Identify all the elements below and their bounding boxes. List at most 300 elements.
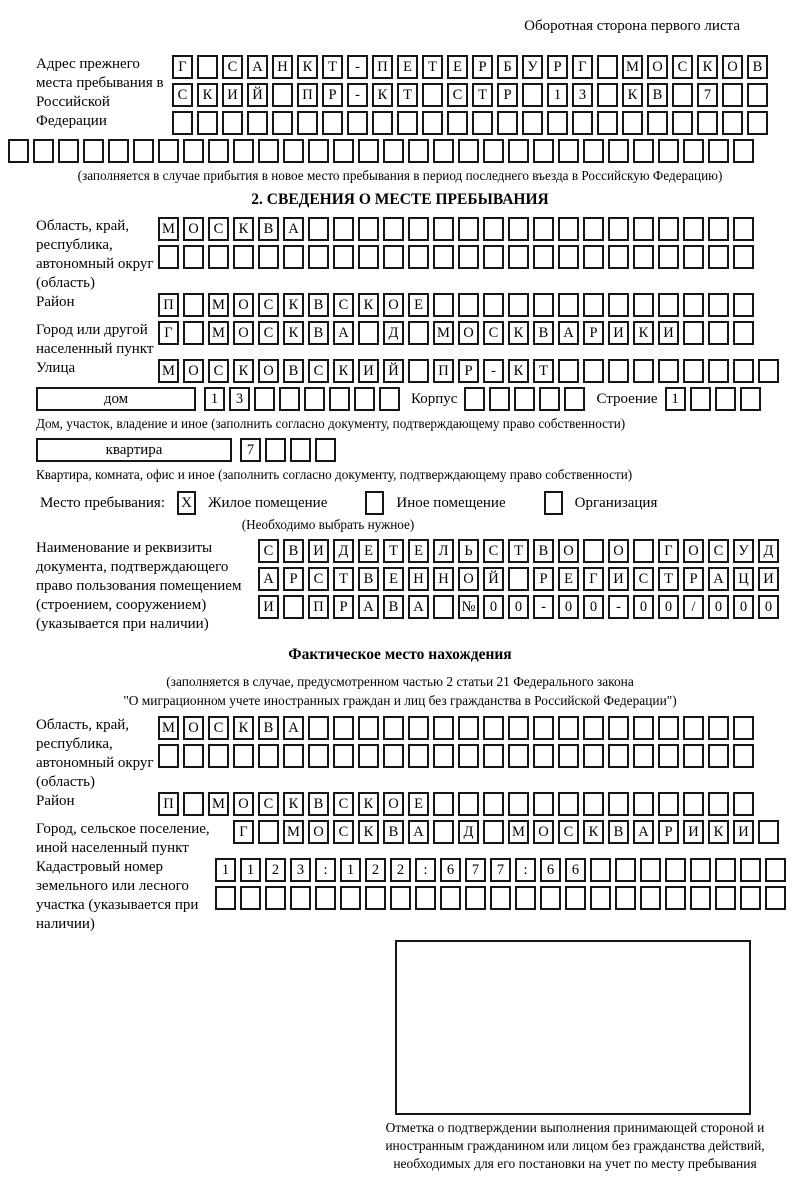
- char-cell[interactable]: [722, 83, 743, 107]
- char-cell[interactable]: [758, 820, 779, 844]
- char-cell[interactable]: [690, 886, 711, 910]
- char-cell[interactable]: [522, 83, 543, 107]
- char-cell[interactable]: [358, 139, 379, 163]
- char-cell[interactable]: Г: [572, 55, 593, 79]
- char-cell[interactable]: 6: [565, 858, 586, 882]
- char-cell[interactable]: К: [283, 293, 304, 317]
- char-cell[interactable]: [508, 567, 529, 591]
- char-cell[interactable]: 0: [633, 595, 654, 619]
- char-cell[interactable]: [633, 744, 654, 768]
- char-cell[interactable]: [447, 111, 468, 135]
- char-cell[interactable]: -: [347, 55, 368, 79]
- char-cell[interactable]: [533, 792, 554, 816]
- char-cell[interactable]: [590, 858, 611, 882]
- char-cell[interactable]: [683, 716, 704, 740]
- char-cell[interactable]: [758, 359, 779, 383]
- char-cell[interactable]: С: [333, 293, 354, 317]
- char-cell[interactable]: [658, 217, 679, 241]
- char-cell[interactable]: П: [372, 55, 393, 79]
- char-cell[interactable]: А: [247, 55, 268, 79]
- char-cell[interactable]: №: [458, 595, 479, 619]
- char-cell[interactable]: [458, 744, 479, 768]
- char-cell[interactable]: [558, 217, 579, 241]
- char-cell[interactable]: П: [433, 359, 454, 383]
- char-cell[interactable]: [283, 595, 304, 619]
- char-cell[interactable]: [422, 111, 443, 135]
- char-cell[interactable]: М: [208, 321, 229, 345]
- char-cell[interactable]: [747, 111, 768, 135]
- char-cell[interactable]: [240, 886, 261, 910]
- char-cell[interactable]: П: [297, 83, 318, 107]
- char-cell[interactable]: В: [308, 321, 329, 345]
- char-cell[interactable]: 3: [290, 858, 311, 882]
- char-cell[interactable]: О: [233, 321, 254, 345]
- char-cell[interactable]: [508, 293, 529, 317]
- char-cell[interactable]: [708, 245, 729, 269]
- char-cell[interactable]: [640, 858, 661, 882]
- char-cell[interactable]: А: [258, 567, 279, 591]
- char-cell[interactable]: О: [258, 359, 279, 383]
- char-cell[interactable]: [633, 716, 654, 740]
- char-cell[interactable]: [733, 217, 754, 241]
- char-cell[interactable]: [564, 387, 585, 411]
- char-cell[interactable]: К: [697, 55, 718, 79]
- char-cell[interactable]: -: [347, 83, 368, 107]
- char-cell[interactable]: К: [283, 321, 304, 345]
- char-cell[interactable]: С: [558, 820, 579, 844]
- char-cell[interactable]: [258, 139, 279, 163]
- char-cell[interactable]: С: [672, 55, 693, 79]
- char-cell[interactable]: В: [283, 539, 304, 563]
- char-cell[interactable]: [615, 858, 636, 882]
- char-cell[interactable]: [183, 139, 204, 163]
- char-cell[interactable]: [658, 359, 679, 383]
- char-cell[interactable]: [158, 139, 179, 163]
- char-cell[interactable]: [408, 716, 429, 740]
- char-cell[interactable]: [683, 245, 704, 269]
- char-cell[interactable]: [383, 139, 404, 163]
- char-cell[interactable]: [733, 744, 754, 768]
- char-cell[interactable]: [508, 792, 529, 816]
- char-cell[interactable]: [283, 245, 304, 269]
- char-cell[interactable]: [272, 111, 293, 135]
- char-cell[interactable]: [508, 139, 529, 163]
- char-cell[interactable]: [683, 792, 704, 816]
- char-cell[interactable]: [158, 245, 179, 269]
- char-cell[interactable]: [683, 217, 704, 241]
- char-cell[interactable]: Г: [233, 820, 254, 844]
- char-cell[interactable]: О: [558, 539, 579, 563]
- char-cell[interactable]: Г: [583, 567, 604, 591]
- char-cell[interactable]: [533, 217, 554, 241]
- char-cell[interactable]: [308, 217, 329, 241]
- char-cell[interactable]: [633, 245, 654, 269]
- char-cell[interactable]: Р: [547, 55, 568, 79]
- char-cell[interactable]: 2: [365, 858, 386, 882]
- char-cell[interactable]: И: [608, 321, 629, 345]
- char-cell[interactable]: О: [647, 55, 668, 79]
- char-cell[interactable]: Л: [433, 539, 454, 563]
- char-cell[interactable]: Е: [383, 567, 404, 591]
- char-cell[interactable]: В: [258, 716, 279, 740]
- char-cell[interactable]: [483, 245, 504, 269]
- char-cell[interactable]: [633, 792, 654, 816]
- char-cell[interactable]: А: [708, 567, 729, 591]
- char-cell[interactable]: И: [758, 567, 779, 591]
- char-cell[interactable]: [458, 716, 479, 740]
- char-cell[interactable]: Т: [333, 567, 354, 591]
- char-cell[interactable]: М: [208, 792, 229, 816]
- char-cell[interactable]: [515, 886, 536, 910]
- char-cell[interactable]: 2: [265, 858, 286, 882]
- char-cell[interactable]: Ц: [733, 567, 754, 591]
- char-cell[interactable]: [633, 359, 654, 383]
- char-cell[interactable]: [433, 293, 454, 317]
- char-cell[interactable]: [272, 83, 293, 107]
- char-cell[interactable]: [433, 792, 454, 816]
- char-cell[interactable]: Д: [333, 539, 354, 563]
- char-cell[interactable]: [172, 111, 193, 135]
- char-cell[interactable]: С: [258, 539, 279, 563]
- char-cell[interactable]: [658, 792, 679, 816]
- char-cell[interactable]: С: [483, 321, 504, 345]
- char-cell[interactable]: К: [333, 359, 354, 383]
- char-cell[interactable]: И: [308, 539, 329, 563]
- char-cell[interactable]: Т: [533, 359, 554, 383]
- char-cell[interactable]: В: [533, 321, 554, 345]
- char-cell[interactable]: [608, 139, 629, 163]
- char-cell[interactable]: [483, 792, 504, 816]
- char-cell[interactable]: [733, 359, 754, 383]
- char-cell[interactable]: [590, 886, 611, 910]
- char-cell[interactable]: [333, 744, 354, 768]
- char-cell[interactable]: [740, 387, 761, 411]
- char-cell[interactable]: Р: [333, 595, 354, 619]
- char-cell[interactable]: С: [208, 217, 229, 241]
- char-cell[interactable]: [433, 139, 454, 163]
- char-cell[interactable]: Т: [397, 83, 418, 107]
- char-cell[interactable]: [354, 387, 375, 411]
- char-cell[interactable]: [315, 886, 336, 910]
- char-cell[interactable]: [254, 387, 275, 411]
- char-cell[interactable]: [665, 886, 686, 910]
- char-cell[interactable]: Т: [322, 55, 343, 79]
- char-cell[interactable]: [408, 744, 429, 768]
- char-cell[interactable]: [433, 744, 454, 768]
- char-cell[interactable]: 0: [558, 595, 579, 619]
- char-cell[interactable]: [658, 139, 679, 163]
- char-cell[interactable]: 0: [733, 595, 754, 619]
- char-cell[interactable]: [640, 886, 661, 910]
- char-cell[interactable]: [233, 744, 254, 768]
- char-cell[interactable]: Р: [683, 567, 704, 591]
- char-cell[interactable]: [733, 139, 754, 163]
- char-cell[interactable]: [233, 139, 254, 163]
- char-cell[interactable]: В: [383, 820, 404, 844]
- char-cell[interactable]: [708, 139, 729, 163]
- char-cell[interactable]: 7: [465, 858, 486, 882]
- char-cell[interactable]: Т: [508, 539, 529, 563]
- char-cell[interactable]: К: [708, 820, 729, 844]
- char-cell[interactable]: [608, 792, 629, 816]
- char-cell[interactable]: [583, 139, 604, 163]
- char-cell[interactable]: М: [158, 217, 179, 241]
- char-cell[interactable]: [158, 744, 179, 768]
- char-cell[interactable]: Б: [497, 55, 518, 79]
- char-cell[interactable]: [329, 387, 350, 411]
- char-cell[interactable]: 1: [665, 387, 686, 411]
- other-premises-checkbox[interactable]: [365, 491, 384, 515]
- char-cell[interactable]: [233, 245, 254, 269]
- char-cell[interactable]: [733, 792, 754, 816]
- char-cell[interactable]: [533, 245, 554, 269]
- char-cell[interactable]: [765, 886, 786, 910]
- char-cell[interactable]: М: [158, 359, 179, 383]
- char-cell[interactable]: [565, 886, 586, 910]
- char-cell[interactable]: Т: [472, 83, 493, 107]
- char-cell[interactable]: [608, 744, 629, 768]
- char-cell[interactable]: [583, 293, 604, 317]
- char-cell[interactable]: [208, 744, 229, 768]
- organization-checkbox[interactable]: [544, 491, 563, 515]
- char-cell[interactable]: Т: [383, 539, 404, 563]
- char-cell[interactable]: В: [308, 792, 329, 816]
- char-cell[interactable]: К: [197, 83, 218, 107]
- char-cell[interactable]: [408, 139, 429, 163]
- char-cell[interactable]: [258, 820, 279, 844]
- char-cell[interactable]: [683, 139, 704, 163]
- char-cell[interactable]: [358, 245, 379, 269]
- char-cell[interactable]: [183, 245, 204, 269]
- char-cell[interactable]: [297, 111, 318, 135]
- char-cell[interactable]: М: [283, 820, 304, 844]
- char-cell[interactable]: [197, 111, 218, 135]
- char-cell[interactable]: [408, 217, 429, 241]
- char-cell[interactable]: И: [683, 820, 704, 844]
- char-cell[interactable]: [333, 716, 354, 740]
- char-cell[interactable]: [508, 716, 529, 740]
- char-cell[interactable]: [465, 886, 486, 910]
- char-cell[interactable]: В: [383, 595, 404, 619]
- char-cell[interactable]: К: [283, 792, 304, 816]
- char-cell[interactable]: О: [183, 359, 204, 383]
- char-cell[interactable]: Е: [397, 55, 418, 79]
- char-cell[interactable]: [539, 387, 560, 411]
- char-cell[interactable]: И: [258, 595, 279, 619]
- char-cell[interactable]: М: [158, 716, 179, 740]
- char-cell[interactable]: О: [183, 217, 204, 241]
- char-cell[interactable]: [358, 744, 379, 768]
- char-cell[interactable]: В: [647, 83, 668, 107]
- char-cell[interactable]: С: [633, 567, 654, 591]
- char-cell[interactable]: А: [408, 820, 429, 844]
- char-cell[interactable]: [615, 886, 636, 910]
- char-cell[interactable]: А: [558, 321, 579, 345]
- char-cell[interactable]: [765, 858, 786, 882]
- char-cell[interactable]: [433, 217, 454, 241]
- char-cell[interactable]: Т: [658, 567, 679, 591]
- apartment-type-box[interactable]: квартира: [36, 438, 232, 462]
- char-cell[interactable]: [533, 293, 554, 317]
- char-cell[interactable]: [747, 83, 768, 107]
- char-cell[interactable]: Н: [272, 55, 293, 79]
- char-cell[interactable]: [722, 111, 743, 135]
- char-cell[interactable]: К: [358, 820, 379, 844]
- char-cell[interactable]: [597, 111, 618, 135]
- char-cell[interactable]: О: [233, 293, 254, 317]
- char-cell[interactable]: [708, 744, 729, 768]
- char-cell[interactable]: [458, 217, 479, 241]
- char-cell[interactable]: [658, 245, 679, 269]
- char-cell[interactable]: И: [358, 359, 379, 383]
- char-cell[interactable]: [708, 792, 729, 816]
- char-cell[interactable]: О: [458, 567, 479, 591]
- char-cell[interactable]: [33, 139, 54, 163]
- char-cell[interactable]: Е: [558, 567, 579, 591]
- char-cell[interactable]: М: [433, 321, 454, 345]
- char-cell[interactable]: [690, 387, 711, 411]
- char-cell[interactable]: [197, 55, 218, 79]
- char-cell[interactable]: [508, 245, 529, 269]
- char-cell[interactable]: К: [508, 359, 529, 383]
- char-cell[interactable]: С: [208, 716, 229, 740]
- char-cell[interactable]: Р: [283, 567, 304, 591]
- char-cell[interactable]: К: [583, 820, 604, 844]
- char-cell[interactable]: М: [622, 55, 643, 79]
- char-cell[interactable]: [583, 792, 604, 816]
- char-cell[interactable]: А: [283, 716, 304, 740]
- char-cell[interactable]: В: [258, 217, 279, 241]
- char-cell[interactable]: 6: [540, 858, 561, 882]
- char-cell[interactable]: [247, 111, 268, 135]
- char-cell[interactable]: [583, 245, 604, 269]
- char-cell[interactable]: [715, 858, 736, 882]
- char-cell[interactable]: [483, 139, 504, 163]
- char-cell[interactable]: К: [508, 321, 529, 345]
- char-cell[interactable]: 0: [758, 595, 779, 619]
- char-cell[interactable]: [133, 139, 154, 163]
- char-cell[interactable]: [458, 293, 479, 317]
- char-cell[interactable]: 1: [340, 858, 361, 882]
- char-cell[interactable]: [708, 716, 729, 740]
- char-cell[interactable]: [304, 387, 325, 411]
- char-cell[interactable]: К: [622, 83, 643, 107]
- char-cell[interactable]: [683, 321, 704, 345]
- char-cell[interactable]: 3: [572, 83, 593, 107]
- char-cell[interactable]: Й: [483, 567, 504, 591]
- char-cell[interactable]: [583, 217, 604, 241]
- char-cell[interactable]: :: [415, 858, 436, 882]
- char-cell[interactable]: -: [608, 595, 629, 619]
- char-cell[interactable]: П: [158, 792, 179, 816]
- char-cell[interactable]: О: [383, 293, 404, 317]
- char-cell[interactable]: 1: [240, 858, 261, 882]
- char-cell[interactable]: Г: [658, 539, 679, 563]
- char-cell[interactable]: [508, 217, 529, 241]
- char-cell[interactable]: С: [333, 820, 354, 844]
- char-cell[interactable]: А: [633, 820, 654, 844]
- char-cell[interactable]: [597, 55, 618, 79]
- char-cell[interactable]: Р: [533, 567, 554, 591]
- char-cell[interactable]: 0: [658, 595, 679, 619]
- char-cell[interactable]: С: [483, 539, 504, 563]
- char-cell[interactable]: Д: [758, 539, 779, 563]
- char-cell[interactable]: [508, 744, 529, 768]
- char-cell[interactable]: К: [297, 55, 318, 79]
- char-cell[interactable]: [458, 792, 479, 816]
- char-cell[interactable]: [183, 293, 204, 317]
- char-cell[interactable]: К: [233, 359, 254, 383]
- char-cell[interactable]: [497, 111, 518, 135]
- char-cell[interactable]: [265, 886, 286, 910]
- char-cell[interactable]: [308, 744, 329, 768]
- char-cell[interactable]: [633, 539, 654, 563]
- char-cell[interactable]: [379, 387, 400, 411]
- char-cell[interactable]: [708, 217, 729, 241]
- char-cell[interactable]: [333, 139, 354, 163]
- char-cell[interactable]: 1: [547, 83, 568, 107]
- char-cell[interactable]: Н: [408, 567, 429, 591]
- char-cell[interactable]: [697, 111, 718, 135]
- char-cell[interactable]: [58, 139, 79, 163]
- char-cell[interactable]: С: [308, 359, 329, 383]
- char-cell[interactable]: [290, 886, 311, 910]
- char-cell[interactable]: [558, 245, 579, 269]
- char-cell[interactable]: [483, 217, 504, 241]
- char-cell[interactable]: [8, 139, 29, 163]
- char-cell[interactable]: [740, 886, 761, 910]
- char-cell[interactable]: [583, 359, 604, 383]
- char-cell[interactable]: О: [183, 716, 204, 740]
- char-cell[interactable]: [733, 321, 754, 345]
- char-cell[interactable]: Ь: [458, 539, 479, 563]
- char-cell[interactable]: 0: [583, 595, 604, 619]
- char-cell[interactable]: [514, 387, 535, 411]
- char-cell[interactable]: [715, 886, 736, 910]
- char-cell[interactable]: [433, 245, 454, 269]
- char-cell[interactable]: Т: [422, 55, 443, 79]
- char-cell[interactable]: :: [315, 858, 336, 882]
- char-cell[interactable]: У: [522, 55, 543, 79]
- char-cell[interactable]: [608, 359, 629, 383]
- char-cell[interactable]: :: [515, 858, 536, 882]
- char-cell[interactable]: [183, 321, 204, 345]
- char-cell[interactable]: [415, 886, 436, 910]
- char-cell[interactable]: 1: [204, 387, 225, 411]
- char-cell[interactable]: Д: [458, 820, 479, 844]
- char-cell[interactable]: С: [447, 83, 468, 107]
- char-cell[interactable]: [483, 293, 504, 317]
- char-cell[interactable]: М: [508, 820, 529, 844]
- char-cell[interactable]: [633, 217, 654, 241]
- char-cell[interactable]: /: [683, 595, 704, 619]
- char-cell[interactable]: О: [608, 539, 629, 563]
- char-cell[interactable]: [558, 716, 579, 740]
- char-cell[interactable]: Й: [383, 359, 404, 383]
- char-cell[interactable]: [572, 111, 593, 135]
- char-cell[interactable]: Е: [447, 55, 468, 79]
- char-cell[interactable]: [558, 359, 579, 383]
- char-cell[interactable]: О: [383, 792, 404, 816]
- char-cell[interactable]: [290, 438, 311, 462]
- char-cell[interactable]: [458, 245, 479, 269]
- char-cell[interactable]: К: [358, 792, 379, 816]
- char-cell[interactable]: [558, 293, 579, 317]
- char-cell[interactable]: [433, 716, 454, 740]
- char-cell[interactable]: Е: [408, 293, 429, 317]
- char-cell[interactable]: [683, 293, 704, 317]
- char-cell[interactable]: 3: [229, 387, 250, 411]
